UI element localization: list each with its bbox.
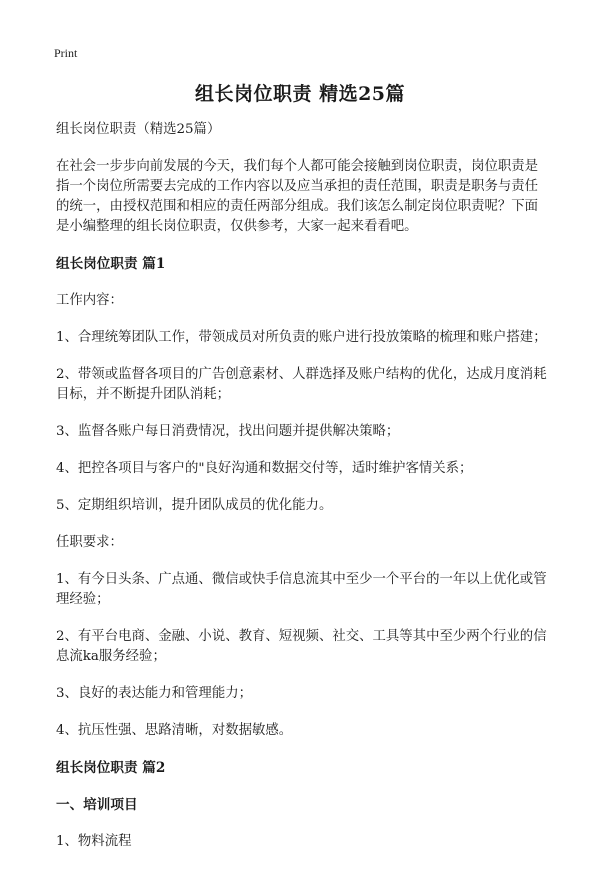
work-item: 4、把控各项目与客户的"良好沟通和数据交付等，适时维护客情关系； <box>56 461 473 476</box>
section-heading-1: 组长岗位职责 篇1 <box>56 256 166 272</box>
work-item: 3、监督各账户每日消费情况，找出问题并提供解决策略； <box>56 424 400 439</box>
work-item: 1、合理统筹团队工作，带领成员对所负责的账户进行投放策略的梳理和账户搭建； <box>56 330 547 345</box>
requirement-item: 4、抗压性强、思路清晰，对数据敏感。 <box>56 723 293 738</box>
work-content-label: 工作内容： <box>56 293 123 308</box>
requirement-item: 2、有平台电商、金融、小说、教育、短视频、社交、工具等其中至少两个行业的信息流ka服务经验； <box>56 629 547 664</box>
intro-paragraph: 在社会一步步向前发展的今天，我们每个人都可能会接触到岗位职责，岗位职责是指一个岗位所需要去完成的工作内容以及应当承担的责任范围，职责是职务与责任的统一，由授权范围和相应的责任两部分组成。我们该怎么制定岗位职责呢？下面是小编整理的组长岗位职责，仅供参考，大家一起来看看吧。 <box>56 159 539 234</box>
requirement-item: 1、有今日头条、广点通、微信或快手信息流其中至少一个平台的一年以上优化或管理经验； <box>56 572 547 607</box>
work-item: 2、带领或监督各项目的广告创意素材、人群选择及账户结构的优化，达成月度消耗目标，并不断提升团队消耗； <box>56 367 547 402</box>
list-item: 1、物料流程 <box>56 834 132 849</box>
requirements-label: 任职要求： <box>56 535 123 550</box>
section-heading-2: 组长岗位职责 篇2 <box>56 760 166 776</box>
section-subheading: 一、培训项目 <box>56 797 138 813</box>
document-body <box>56 120 548 869</box>
requirement-item: 3、良好的表达能力和管理能力； <box>56 686 252 701</box>
print-label[interactable]: Print <box>54 46 78 60</box>
document-subtitle: 组长岗位职责（精选25篇） <box>56 122 221 137</box>
page-title: 组长岗位职责 精选25篇 <box>194 83 406 105</box>
work-item: 5、定期组织培训，提升团队成员的优化能力。 <box>56 498 333 513</box>
